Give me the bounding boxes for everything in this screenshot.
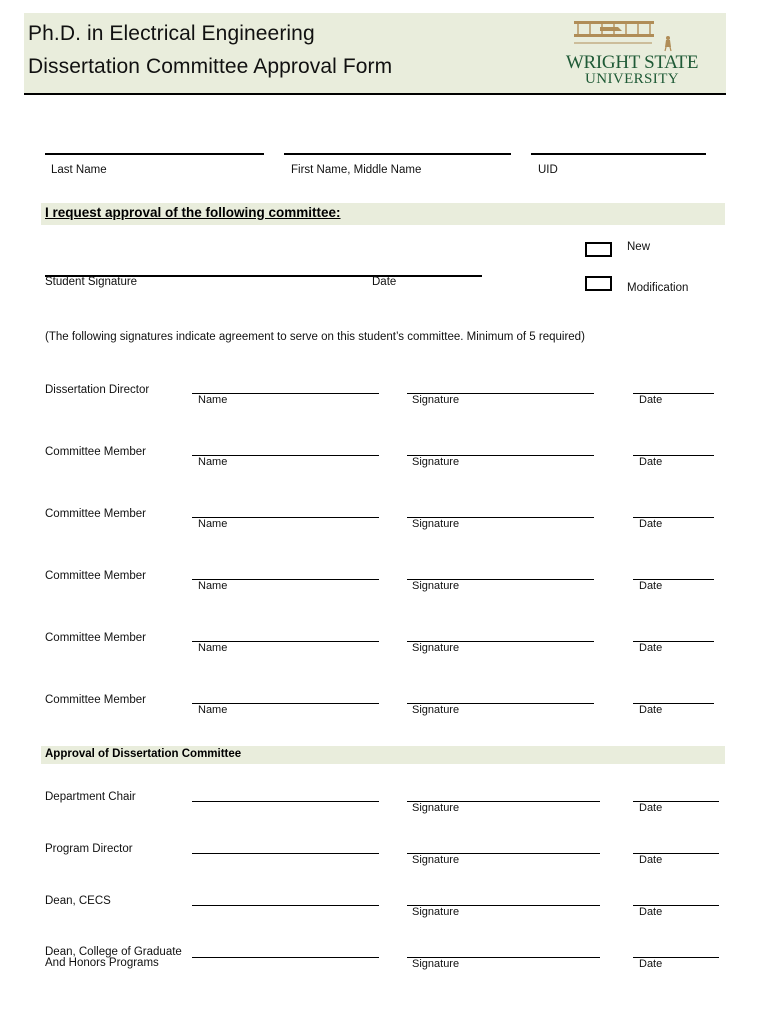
date-caption: Date bbox=[639, 642, 663, 654]
new-option-label: New bbox=[627, 241, 651, 253]
last-name-label: Last Name bbox=[51, 164, 107, 176]
date-caption: Date bbox=[639, 518, 663, 530]
signature-caption: Signature bbox=[412, 854, 460, 866]
signature-caption: Signature bbox=[412, 642, 460, 654]
request-heading: I request approval of the following committee: bbox=[45, 205, 341, 220]
committee-role-label: Committee Member bbox=[45, 570, 146, 582]
date-caption: Date bbox=[639, 580, 663, 592]
request-section-band bbox=[41, 203, 725, 225]
name-caption: Name bbox=[198, 580, 228, 592]
approval-section-band bbox=[41, 746, 725, 764]
first-name-field[interactable] bbox=[284, 153, 511, 155]
modification-checkbox[interactable] bbox=[585, 276, 612, 291]
name-caption: Name bbox=[198, 456, 228, 468]
committee-note: (The following signatures indicate agreement to serve on this student’s committee. Minimum of 5 required) bbox=[45, 331, 585, 343]
signature-caption: Signature bbox=[412, 802, 460, 814]
signature-caption: Signature bbox=[412, 704, 460, 716]
name-caption: Name bbox=[198, 642, 228, 654]
last-name-field[interactable] bbox=[45, 153, 264, 155]
committee-role-label: Committee Member bbox=[45, 446, 146, 458]
signature-caption: Signature bbox=[412, 906, 460, 918]
first-name-label: First Name, Middle Name bbox=[291, 164, 422, 176]
student-signature-label: Student Signature bbox=[45, 276, 138, 288]
date-caption: Date bbox=[639, 704, 663, 716]
signature-caption: Signature bbox=[412, 580, 460, 592]
name-caption: Name bbox=[198, 394, 228, 406]
approval-name-field[interactable] bbox=[192, 853, 379, 854]
name-caption: Name bbox=[198, 518, 228, 530]
university-logo bbox=[554, 19, 714, 89]
approval-role-label: Program Director bbox=[45, 843, 133, 855]
approval-name-field[interactable] bbox=[192, 957, 379, 958]
uid-field[interactable] bbox=[531, 153, 706, 155]
signature-caption: Signature bbox=[412, 456, 460, 468]
signature-caption: Signature bbox=[412, 518, 460, 530]
committee-role-label: Committee Member bbox=[45, 632, 146, 644]
date-caption: Date bbox=[639, 802, 663, 814]
student-date-label: Date bbox=[372, 276, 397, 288]
committee-role-label: Committee Member bbox=[45, 694, 146, 706]
wright-flyer-icon bbox=[554, 19, 714, 53]
form-title-line2: Dissertation Committee Approval Form bbox=[28, 55, 393, 78]
approval-heading: Approval of Dissertation Committee bbox=[45, 748, 242, 760]
logo-wordmark-line2: UNIVERSITY bbox=[585, 71, 679, 87]
committee-role-label: Committee Member bbox=[45, 508, 146, 520]
signature-caption: Signature bbox=[412, 394, 460, 406]
form-title-line1: Ph.D. in Electrical Engineering bbox=[28, 22, 315, 45]
date-caption: Date bbox=[639, 906, 663, 918]
date-caption: Date bbox=[639, 854, 663, 866]
approval-name-field[interactable] bbox=[192, 801, 379, 802]
signature-caption: Signature bbox=[412, 958, 460, 970]
approval-role-label-line2: And Honors Programs bbox=[45, 957, 159, 969]
modification-option-label: Modification bbox=[627, 282, 689, 294]
new-checkbox[interactable] bbox=[585, 242, 612, 257]
approval-role-label: Department Chair bbox=[45, 791, 136, 803]
approval-role-label: Dean, CECS bbox=[45, 895, 111, 907]
form-header bbox=[24, 13, 726, 95]
date-caption: Date bbox=[639, 958, 663, 970]
approval-role-label-line1: Dean, College of Graduate bbox=[45, 946, 182, 958]
uid-label: UID bbox=[538, 164, 558, 176]
approval-name-field[interactable] bbox=[192, 905, 379, 906]
committee-role-label: Dissertation Director bbox=[45, 384, 150, 396]
date-caption: Date bbox=[639, 394, 663, 406]
name-caption: Name bbox=[198, 704, 228, 716]
logo-wordmark-line1: WRIGHT STATE bbox=[565, 52, 699, 73]
date-caption: Date bbox=[639, 456, 663, 468]
